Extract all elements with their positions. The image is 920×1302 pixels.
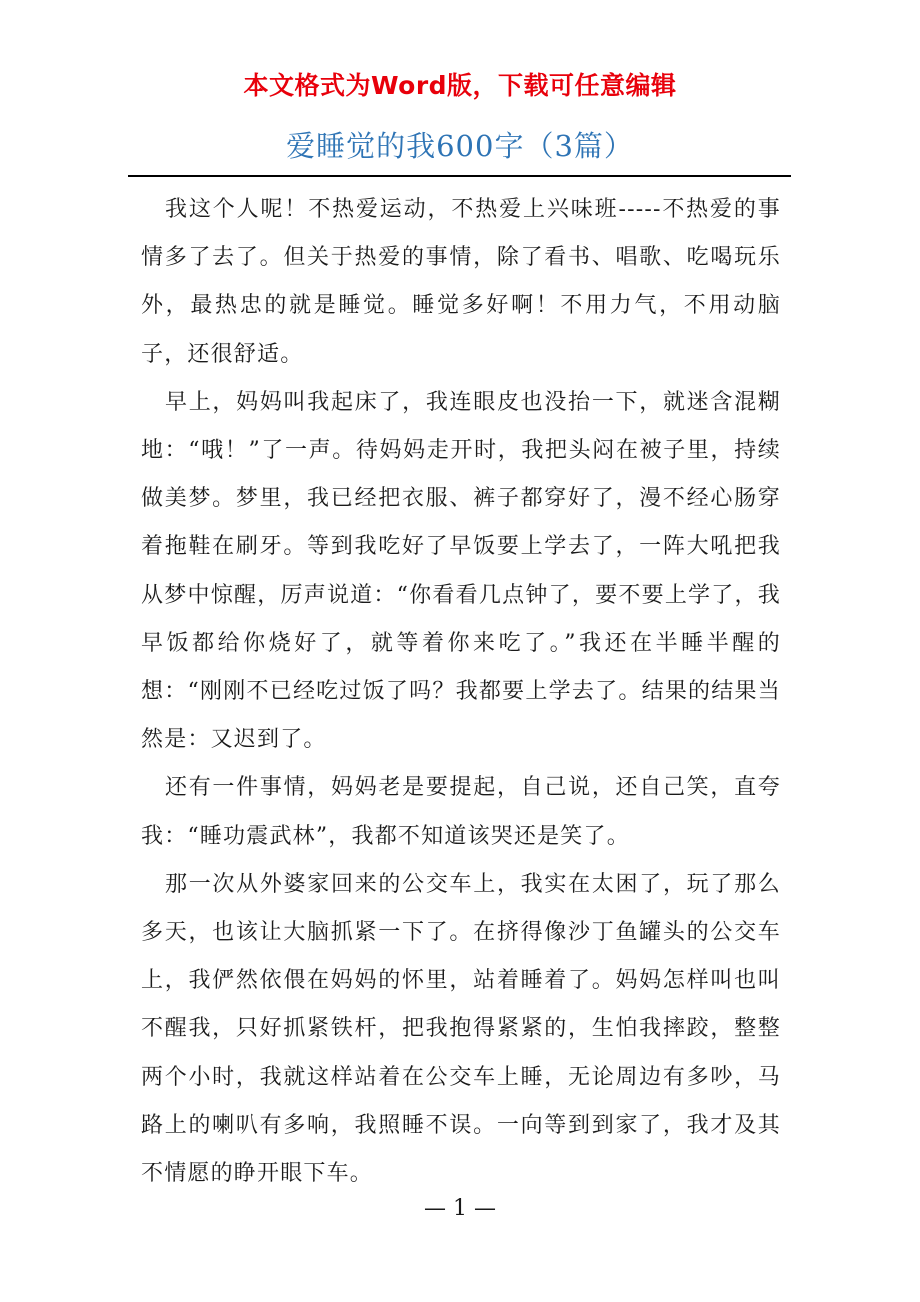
page-title: 爱睡觉的我600字（3篇） [286,129,634,163]
paragraph: 早上，妈妈叫我起床了，我连眼皮也没抬一下，就迷含混糊地：“哦！”了一声。待妈妈走开时，我把头闷在被子里，持续做美梦。梦里，我已经把衣服、裤子都穿好了，漫不经心肠穿着拖鞋在刷牙。等到我吃好了早饭要上学去了，一阵大吼把我从梦中惊醒，厉声说道：“你看看几点钟了，要不要上学了，我早饭都给你烧好了，就等着你来吃了。”我还在半睡半醒的想：“刚刚不已经吃过饭了吗？我都要上学去了。结果的结果当然是：又迟到了。 [141,389,781,753]
paragraph: 还有一件事情，妈妈老是要提起，自己说，还自己笑，直夸我：“睡功震武林”，我都不知道该哭还是笑了。 [141,775,781,849]
format-notice: 本文格式为Word版，下载可任意编辑 [243,71,677,100]
article-body [141,186,781,1198]
title-divider [128,175,791,177]
paragraph: 我这个人呢！不热爱运动，不热爱上兴味班-----不热爱的事情多了去了。但关于热爱的事情，除了看书、唱歌、吃喝玩乐外，最热忠的就是睡觉。睡觉多好啊！不用力气，不用动脑子，还很舒适。 [141,197,781,367]
paragraph: 那一次从外婆家回来的公交车上，我实在太困了，玩了那么多天，也该让大脑抓紧一下了。在挤得像沙丁鱼罐头的公交车上，我俨然依偎在妈妈的怀里，站着睡着了。妈妈怎样叫也叫不醒我，只好抓紧铁杆，把我抱得紧紧的，生怕我摔跤，整整两个小时，我就这样站着在公交车上睡，无论周边有多吵，马路上的喇叭有多响，我照睡不误。一向等到到家了，我才及其不情愿的睁开眼下车。 [141,871,781,1187]
page-number: — 1 — [424,1196,496,1221]
